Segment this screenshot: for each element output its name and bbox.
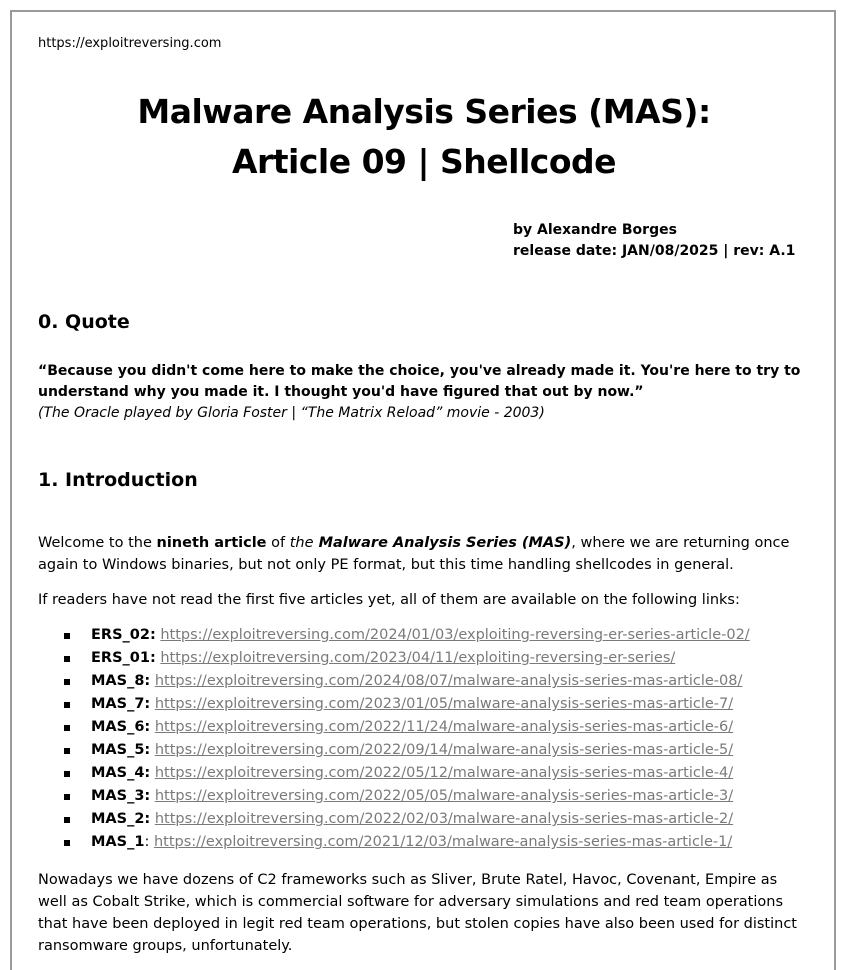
article-code: MAS_3:	[91, 788, 151, 804]
article-code: MAS_6:	[91, 719, 151, 735]
intro-paragraph-1	[38, 532, 808, 576]
list-item	[60, 762, 750, 785]
list-item	[60, 785, 750, 808]
bullet-icon	[64, 840, 70, 846]
article-link[interactable]: https://exploitreversing.com/2023/01/05/malware-analysis-series-mas-article-7/	[154, 696, 734, 712]
bullet-icon	[64, 794, 70, 800]
list-item	[60, 808, 750, 831]
quote-text: “Because you didn't come here to make the choice, you've already made it. You're here to try to understand why you made it. I thought you'd have figured that out by now.”	[38, 363, 801, 400]
p1-text-e: Malware Analysis Series (MAS)	[313, 535, 572, 551]
page-title-line-1: Malware Analysis Series (MAS):	[137, 92, 711, 131]
article-code: ERS_01:	[91, 650, 156, 666]
list-item	[60, 693, 750, 716]
bullet-icon	[64, 656, 70, 662]
bullet-icon	[64, 771, 70, 777]
list-item	[60, 670, 750, 693]
release-line: release date: JAN/08/2025 | rev: A.1	[513, 243, 796, 259]
quote-block	[38, 361, 818, 424]
article-link[interactable]: https://exploitreversing.com/2022/11/24/malware-analysis-series-mas-article-6/	[154, 719, 734, 735]
bullet-icon	[64, 633, 70, 639]
article-code: MAS_7:	[91, 696, 151, 712]
article-code: MAS_5:	[91, 742, 151, 758]
article-code: MAS_8:	[91, 673, 151, 689]
bullet-icon	[64, 725, 70, 731]
article-links-list	[60, 624, 750, 854]
list-item	[60, 716, 750, 739]
article-link[interactable]: https://exploitreversing.com/2022/09/14/malware-analysis-series-mas-article-5/	[154, 742, 734, 758]
article-link[interactable]: https://exploitreversing.com/2021/12/03/malware-analysis-series-mas-article-1/	[153, 834, 733, 850]
bullet-icon	[64, 679, 70, 685]
p1-text-a: Welcome to the	[38, 535, 157, 551]
list-item	[60, 624, 750, 647]
article-code: ERS_02:	[91, 627, 156, 643]
list-item: MAS_1: https://exploitreversing.com/2021/12/03/malware-analysis-series-mas-article-1/	[60, 831, 750, 854]
article-code: MAS_4:	[91, 765, 151, 781]
header-url: https://exploitreversing.com	[38, 36, 222, 51]
article-link[interactable]: https://exploitreversing.com/2023/04/11/exploiting-reversing-er-series/	[160, 650, 676, 666]
p1-text-d: the	[289, 535, 314, 551]
article-code: MAS_2:	[91, 811, 151, 827]
article-link[interactable]: https://exploitreversing.com/2024/08/07/malware-analysis-series-mas-article-08/	[154, 673, 743, 689]
intro-paragraph-3: Nowadays we have dozens of C2 frameworks such as Sliver, Brute Ratel, Havoc, Covenant, Empire as well as Cobalt Strike, which is commercial software for adversary simulations and red team operations that have been deployed in legit red team operations, but stolen copies have also been used for distinct ransomware groups, unfortunately.	[38, 872, 797, 954]
bullet-icon	[64, 817, 70, 823]
article-link[interactable]: https://exploitreversing.com/2022/02/03/malware-analysis-series-mas-article-2/	[154, 811, 734, 827]
article-link[interactable]: https://exploitreversing.com/2022/05/12/malware-analysis-series-mas-article-4/	[154, 765, 734, 781]
p1-text-f: , where we are returning once again to Windows binaries, but not only PE format, but this time handling shellcodes in general.	[38, 535, 790, 573]
intro-paragraph-2: If readers have not read the first five articles yet, all of them are available on the following links:	[38, 592, 740, 608]
list-item	[60, 647, 750, 670]
article-link[interactable]: https://exploitreversing.com/2022/05/05/malware-analysis-series-mas-article-3/	[154, 788, 734, 804]
p1-text-c: of	[266, 535, 290, 551]
p1-text-b: nineth article	[156, 535, 267, 551]
bullet-icon	[64, 702, 70, 708]
article-code: MAS_1	[91, 834, 145, 850]
bullet-icon	[64, 748, 70, 754]
page-title-line-2: Article 09 | Shellcode	[231, 142, 617, 181]
list-item	[60, 739, 750, 762]
intro-heading: 1. Introduction	[38, 469, 198, 491]
article-link[interactable]: https://exploitreversing.com/2024/01/03/exploiting-reversing-er-series-article-02/	[160, 627, 750, 643]
author-line: by Alexandre Borges	[513, 222, 677, 238]
quote-source: (The Oracle played by Gloria Foster | “The Matrix Reload” movie - 2003)	[38, 405, 545, 421]
quote-heading: 0. Quote	[38, 311, 130, 333]
